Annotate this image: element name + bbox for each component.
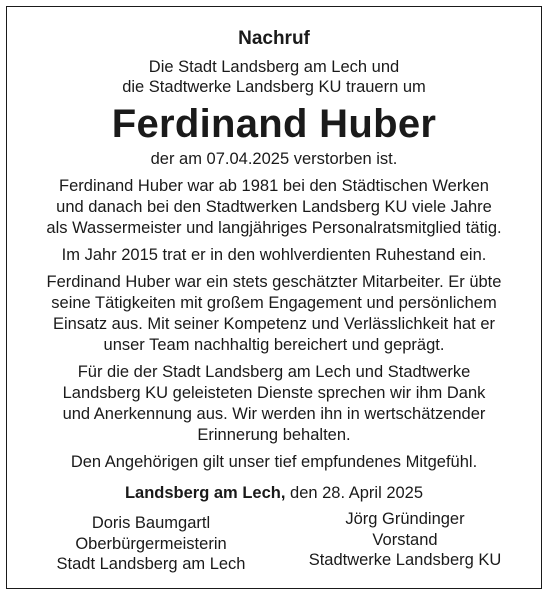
signatory-name: Doris Baumgartl [91, 514, 211, 532]
signatory-title: Vorstand [372, 530, 438, 549]
thanks-paragraph [6, 362, 542, 446]
obituary-notice [6, 6, 542, 575]
paragraph-line: seine Tätigkeiten mit großem Engagement und persönlichem [51, 294, 497, 312]
dateline [6, 483, 542, 503]
retirement-paragraph [6, 245, 542, 266]
appreciation-paragraph [6, 272, 542, 356]
paragraph-line: Erinnerung behalten. [197, 426, 351, 444]
paragraph-line: Für die der Stadt Landsberg am Lech und Stadtwerke [77, 363, 471, 381]
death-date-paragraph [6, 149, 542, 170]
paragraph-line: unser Team nachhaltig bereichert und geprägt. [103, 336, 445, 354]
signatory-name: Jörg Gründinger [345, 510, 465, 528]
signature-block [6, 509, 542, 575]
signatory-organization: Stadt Landsberg am Lech [56, 555, 246, 573]
notice-heading: Nachruf [238, 28, 310, 49]
deceased-name: Ferdinand Huber [111, 102, 437, 146]
intro-line: Die Stadt Landsberg am Lech und [148, 58, 400, 76]
signature-left [26, 513, 276, 575]
paragraph-line: Im Jahr 2015 trat er in den wohlverdienten Ruhestand ein. [61, 246, 487, 264]
paragraph-line: und danach bei den Stadtwerken Landsberg KU viele Jahre [56, 198, 492, 216]
signatory-title: Oberbürgermeisterin [75, 534, 227, 553]
condolence-paragraph [6, 452, 542, 473]
paragraph-line: Den Angehörigen gilt unser tief empfundenes Mitgefühl. [70, 453, 478, 471]
notice-intro [6, 57, 542, 97]
paragraph-line: der am 07.04.2025 verstorben ist. [150, 150, 398, 168]
paragraph-line: Ferdinand Huber war ab 1981 bei den Städtischen Werken [59, 177, 489, 195]
paragraph-line: Ferdinand Huber war ein stets geschätzter Mitarbeiter. Er übte [46, 273, 502, 291]
dateline-date: den 28. April 2025 [290, 484, 424, 502]
signature-right [285, 509, 525, 575]
paragraph-line: Landsberg KU geleisteten Dienste sprechen wir ihm Dank [62, 384, 486, 402]
intro-line: die Stadtwerke Landsberg KU trauern um [122, 78, 426, 96]
paragraph-line: und Anerkennung aus. Wir werden ihn in wertschätzender [62, 405, 486, 423]
paragraph-line: Einsatz aus. Mit seiner Kompetenz und Verlässlichkeit hat er [52, 315, 496, 333]
signatory-organization: Stadtwerke Landsberg KU [308, 551, 502, 569]
dateline-place: Landsberg am Lech, [124, 484, 286, 502]
career-paragraph [6, 176, 542, 239]
paragraph-line: als Wassermeister und langjähriges Personalratsmitglied tätig. [46, 219, 502, 237]
